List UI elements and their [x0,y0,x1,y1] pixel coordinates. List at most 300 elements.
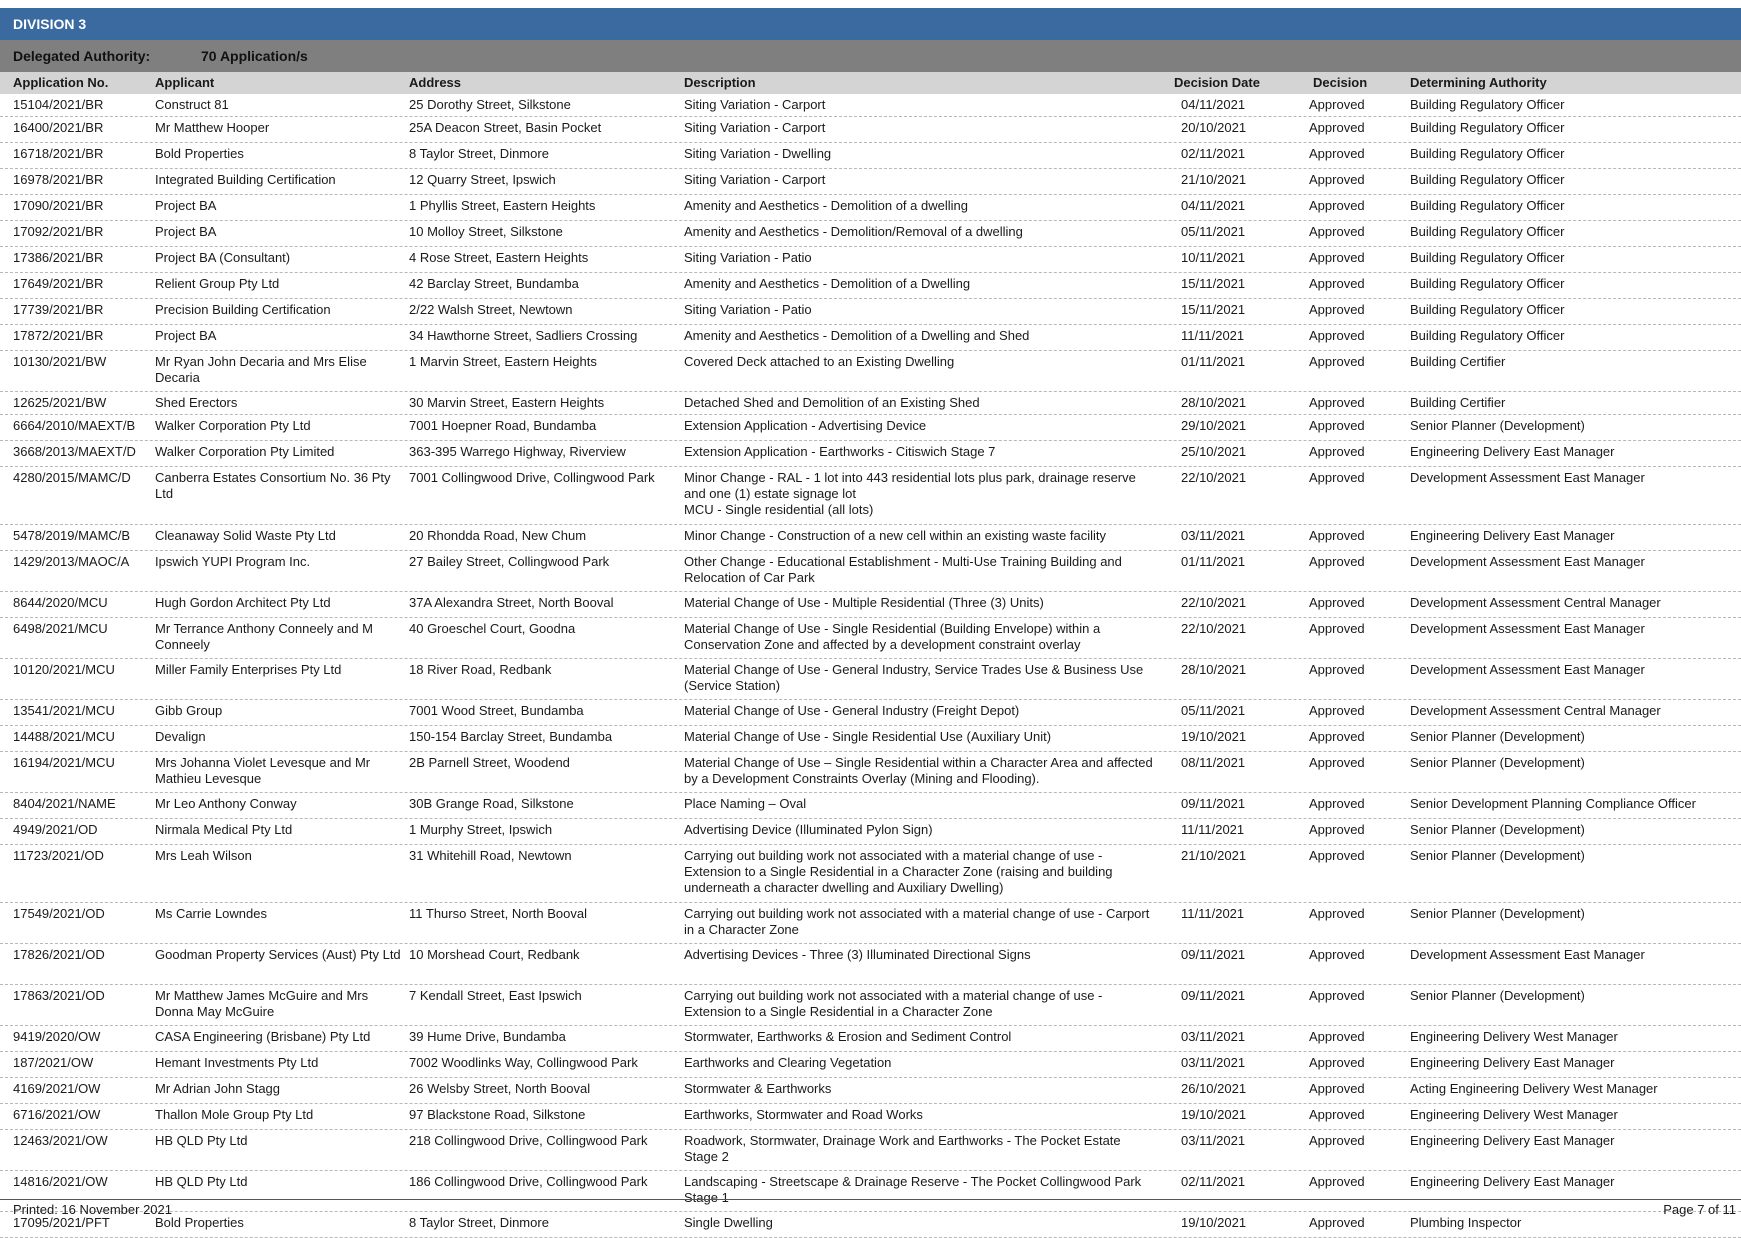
cell-decision: Approved [1309,418,1365,433]
cell-applicant: Bold Properties [155,146,244,161]
cell-description: Stormwater & Earthworks [684,1081,832,1096]
table-row [0,618,1741,659]
cell-decision-date: 04/11/2021 [1181,198,1246,213]
cell-decision-date: 19/10/2021 [1181,729,1247,744]
cell-applicant: Mr Ryan John Decaria and Mrs Elise Decaria [155,354,367,385]
cell-determining-authority: Senior Planner (Development) [1410,729,1585,744]
table-row [0,819,1741,845]
cell-decision: Approved [1309,146,1365,161]
cell-application-no: 5478/2019/MAMC/B [13,528,131,543]
cell-applicant: Mrs Leah Wilson [155,848,252,863]
cell-application-no: 17386/2021/BR [13,250,104,265]
cell-applicant: CASA Engineering (Brisbane) Pty Ltd [155,1029,371,1044]
cell-description: Siting Variation - Carport [684,97,826,112]
cell-application-no: 17095/2021/PFT [13,1215,110,1230]
cell-applicant: Canberra Estates Consortium No. 36 Pty Ltd [155,470,391,501]
cell-decision: Approved [1309,395,1365,410]
cell-determining-authority: Development Assessment East Manager [1410,621,1645,636]
cell-decision: Approved [1309,224,1365,239]
cell-application-no: 12463/2021/OW [13,1133,108,1148]
cell-address: 34 Hawthorne Street, Sadliers Crossing [409,328,638,343]
cell-applicant: Bold Properties [155,1215,244,1230]
cell-determining-authority: Engineering Delivery East Manager [1410,444,1615,459]
cell-address: 18 River Road, Redbank [409,662,552,677]
cell-applicant: Goodman Property Services (Aust) Pty Ltd [155,947,401,962]
table-row [0,944,1741,985]
authority-label: Delegated Authority: [13,48,151,64]
cell-application-no: 6716/2021/OW [13,1107,101,1122]
cell-description: Covered Deck attached to an Existing Dwelling [684,354,955,369]
cell-applicant: Project BA (Consultant) [155,250,291,265]
table-row [0,325,1741,351]
cell-application-no: 17649/2021/BR [13,276,104,291]
cell-decision-date: 03/11/2021 [1181,1055,1246,1070]
cell-address: 30 Marvin Street, Eastern Heights [409,395,605,410]
cell-decision: Approved [1309,729,1365,744]
table-row [0,793,1741,819]
cell-decision: Approved [1309,470,1365,485]
table-row [0,247,1741,273]
cell-applicant: Ms Carrie Lowndes [155,906,267,921]
cell-applicant: Nirmala Medical Pty Ltd [155,822,293,837]
cell-decision-date: 29/10/2021 [1181,418,1247,433]
cell-applicant: Devalign [155,729,206,744]
table-row [0,441,1741,467]
cell-determining-authority: Building Regulatory Officer [1410,250,1565,265]
cell-decision-date: 05/11/2021 [1181,703,1246,718]
cell-application-no: 9419/2020/OW [13,1029,101,1044]
cell-determining-authority: Building Regulatory Officer [1410,224,1565,239]
cell-determining-authority: Development Assessment East Manager [1410,554,1645,569]
cell-decision: Approved [1309,354,1365,369]
cell-address: 4 Rose Street, Eastern Heights [409,250,589,265]
cell-application-no: 4280/2015/MAMC/D [13,470,131,485]
cell-decision: Approved [1309,755,1365,770]
cell-description: Amenity and Aesthetics - Demolition/Removal of a dwelling [684,224,1023,239]
cell-decision: Approved [1309,796,1365,811]
cell-address: 7001 Wood Street, Bundamba [409,703,584,718]
cell-description: Carrying out building work not associated with a material change of use - Extension to a Single Residential in a Character Zone (raising and building underneath a character dwelling and Auxiliary Dwelling) [684,848,1113,895]
cell-address: 37A Alexandra Street, North Booval [409,595,614,610]
table-row [0,659,1741,700]
cell-application-no: 17739/2021/BR [13,302,104,317]
cell-applicant: Mr Leo Anthony Conway [155,796,297,811]
table-row [0,1026,1741,1052]
cell-decision: Approved [1309,703,1365,718]
table-row [0,221,1741,247]
cell-address: 12 Quarry Street, Ipswich [409,172,556,187]
cell-application-no: 11723/2021/OD [13,848,104,863]
cell-determining-authority: Engineering Delivery East Manager [1410,1174,1615,1189]
cell-application-no: 16194/2021/MCU [13,755,115,770]
cell-applicant: Mr Matthew Hooper [155,120,270,135]
cell-description: Earthworks, Stormwater and Road Works [684,1107,923,1122]
cell-application-no: 15104/2021/BR [13,97,104,112]
cell-determining-authority: Engineering Delivery East Manager [1410,1055,1615,1070]
cell-determining-authority: Building Certifier [1410,395,1506,410]
cell-decision-date: 10/11/2021 [1181,250,1246,265]
cell-determining-authority: Building Regulatory Officer [1410,146,1565,161]
table-row [0,169,1741,195]
cell-description: Material Change of Use - Single Residential (Building Envelope) within a Conservation Zone and affected by a development constraint overlay [684,621,1101,652]
cell-decision-date: 19/10/2021 [1181,1107,1247,1122]
cell-description: Extension Application - Advertising Device [684,418,927,433]
cell-decision: Approved [1309,1055,1365,1070]
cell-applicant: Shed Erectors [155,395,238,410]
cell-determining-authority: Engineering Delivery East Manager [1410,1133,1615,1148]
cell-description: Earthworks and Clearing Vegetation [684,1055,892,1070]
cell-applicant: Walker Corporation Pty Limited [155,444,335,459]
cell-description: Roadwork, Stormwater, Drainage Work and Earthworks - The Pocket Estate Stage 2 [684,1133,1121,1164]
cell-description: Extension Application - Earthworks - Citiswich Stage 7 [684,444,996,459]
cell-application-no: 6664/2010/MAEXT/B [13,418,136,433]
cell-application-no: 16978/2021/BR [13,172,104,187]
cell-description: Siting Variation - Dwelling [684,146,832,161]
table-row [0,845,1741,903]
cell-address: 30B Grange Road, Silkstone [409,796,574,811]
cell-decision: Approved [1309,1215,1365,1230]
cell-decision-date: 22/10/2021 [1181,621,1247,636]
cell-applicant: Miller Family Enterprises Pty Ltd [155,662,342,677]
cell-address: 7001 Collingwood Drive, Collingwood Park [409,470,655,485]
cell-application-no: 10120/2021/MCU [13,662,115,677]
cell-application-no: 8644/2020/MCU [13,595,108,610]
cell-applicant: Relient Group Pty Ltd [155,276,280,291]
cell-decision-date: 09/11/2021 [1181,947,1246,962]
cell-description: Minor Change - Construction of a new cell within an existing waste facility [684,528,1106,543]
cell-description: Single Dwelling [684,1215,773,1230]
cell-description: Place Naming – Oval [684,796,807,811]
cell-determining-authority: Engineering Delivery West Manager [1410,1107,1618,1122]
cell-application-no: 10130/2021/BW [13,354,107,369]
cell-address: 31 Whitehill Road, Newtown [409,848,572,863]
table-row [0,117,1741,143]
table-header [0,72,1741,94]
cell-decision-date: 28/10/2021 [1181,662,1247,677]
col-address: Address [409,75,462,90]
cell-decision-date: 03/11/2021 [1181,1133,1246,1148]
cell-determining-authority: Building Regulatory Officer [1410,97,1565,112]
cell-decision-date: 28/10/2021 [1181,395,1247,410]
cell-determining-authority: Building Regulatory Officer [1410,276,1565,291]
applications-table-body [0,94,1741,1238]
cell-determining-authority: Building Regulatory Officer [1410,198,1565,213]
cell-determining-authority: Building Certifier [1410,354,1506,369]
cell-decision-date: 22/10/2021 [1181,470,1247,485]
cell-description: Stormwater, Earthworks & Erosion and Sediment Control [684,1029,1012,1044]
cell-decision-date: 05/11/2021 [1181,224,1246,239]
cell-address: 7002 Woodlinks Way, Collingwood Park [409,1055,638,1070]
cell-address: 363-395 Warrego Highway, Riverview [409,444,626,459]
table-row [0,273,1741,299]
cell-address: 218 Collingwood Drive, Collingwood Park [409,1133,648,1148]
cell-decision-date: 21/10/2021 [1181,172,1247,187]
cell-application-no: 12625/2021/BW [13,395,107,410]
cell-description: Carrying out building work not associated with a material change of use - Carport in a Character Zone [684,906,1150,937]
cell-applicant: Construct 81 [155,97,229,112]
cell-address: 8 Taylor Street, Dinmore [409,146,549,161]
cell-determining-authority: Building Regulatory Officer [1410,328,1565,343]
cell-decision: Approved [1309,1029,1365,1044]
table-row [0,195,1741,221]
cell-decision: Approved [1309,988,1365,1003]
table-row [0,752,1741,793]
cell-applicant: Precision Building Certification [155,302,331,317]
cell-applicant: Hemant Investments Pty Ltd [155,1055,319,1070]
cell-application-no: 17863/2021/OD [13,988,105,1003]
cell-decision-date: 03/11/2021 [1181,1029,1246,1044]
cell-determining-authority: Senior Planner (Development) [1410,755,1585,770]
col-applicant: Applicant [155,75,215,90]
cell-applicant: Hugh Gordon Architect Pty Ltd [155,595,331,610]
page-number: Page 7 of 11 [1663,1202,1736,1217]
cell-decision: Approved [1309,906,1365,921]
cell-address: 10 Morshead Court, Redbank [409,947,580,962]
cell-decision-date: 11/11/2021 [1181,906,1245,921]
cell-decision-date: 02/11/2021 [1181,1174,1246,1189]
cell-description: Amenity and Aesthetics - Demolition of a Dwelling [684,276,971,291]
table-row [0,985,1741,1026]
table-row [0,467,1741,525]
cell-decision: Approved [1309,822,1365,837]
cell-application-no: 14816/2021/OW [13,1174,108,1189]
cell-description: Material Change of Use - Single Residential Use (Auxiliary Unit) [684,729,1052,744]
cell-description: Detached Shed and Demolition of an Existing Shed [684,395,980,410]
cell-determining-authority: Senior Development Planning Compliance Officer [1410,796,1696,811]
table-row [0,299,1741,325]
cell-applicant: Ipswich YUPI Program Inc. [155,554,311,569]
cell-decision: Approved [1309,172,1365,187]
cell-decision: Approved [1309,595,1365,610]
cell-determining-authority: Building Regulatory Officer [1410,120,1565,135]
cell-determining-authority: Engineering Delivery West Manager [1410,1029,1618,1044]
cell-description: Carrying out building work not associated with a material change of use - Extension to a Single Residential in a Character Zone [684,988,1103,1019]
cell-application-no: 1429/2013/MAOC/A [13,554,130,569]
cell-application-no: 4169/2021/OW [13,1081,101,1096]
cell-decision: Approved [1309,621,1365,636]
cell-determining-authority: Development Assessment East Manager [1410,662,1645,677]
report-page [0,8,1741,1238]
cell-address: 25 Dorothy Street, Silkstone [409,97,571,112]
cell-application-no: 14488/2021/MCU [13,729,115,744]
cell-application-no: 3668/2013/MAEXT/D [13,444,136,459]
cell-decision-date: 15/11/2021 [1181,276,1246,291]
col-decision-date: Decision Date [1174,75,1260,90]
table-row [0,415,1741,441]
cell-applicant: Gibb Group [155,703,223,718]
cell-determining-authority: Senior Planner (Development) [1410,848,1585,863]
cell-determining-authority: Plumbing Inspector [1410,1215,1522,1230]
table-row [0,94,1741,117]
cell-determining-authority: Development Assessment East Manager [1410,470,1645,485]
cell-decision: Approved [1309,444,1365,459]
cell-decision: Approved [1309,848,1365,863]
cell-decision-date: 01/11/2021 [1181,354,1246,369]
cell-address: 97 Blackstone Road, Silkstone [409,1107,586,1122]
cell-address: 20 Rhondda Road, New Chum [409,528,587,543]
table-row [0,592,1741,618]
cell-description: Siting Variation - Patio [684,250,812,265]
cell-applicant: Integrated Building Certification [155,172,336,187]
cell-description: Amenity and Aesthetics - Demolition of a Dwelling and Shed [684,328,1030,343]
cell-application-no: 17090/2021/BR [13,198,104,213]
cell-decision: Approved [1309,528,1365,543]
cell-decision-date: 20/10/2021 [1181,120,1247,135]
cell-applicant: Thallon Mole Group Pty Ltd [155,1107,314,1122]
table-row [0,1052,1741,1078]
cell-address: 1 Murphy Street, Ipswich [409,822,553,837]
cell-address: 26 Welsby Street, North Booval [409,1081,591,1096]
table-row [0,700,1741,726]
cell-application-no: 16400/2021/BR [13,120,104,135]
division-header: DIVISION 3 [0,8,1741,40]
cell-decision: Approved [1309,554,1365,569]
cell-address: 8 Taylor Street, Dinmore [409,1215,549,1230]
cell-address: 2B Parnell Street, Woodend [409,755,570,770]
cell-applicant: HB QLD Pty Ltd [155,1133,248,1148]
cell-decision: Approved [1309,947,1365,962]
cell-determining-authority: Senior Planner (Development) [1410,418,1585,433]
cell-description: Material Change of Use - General Industry (Freight Depot) [684,703,1020,718]
page-footer [0,1199,1741,1220]
cell-decision: Approved [1309,1174,1365,1189]
cell-application-no: 17826/2021/OD [13,947,105,962]
cell-applicant: Mr Matthew James McGuire and Mrs Donna May McGuire [155,988,369,1019]
cell-description: Siting Variation - Patio [684,302,812,317]
cell-decision: Approved [1309,1133,1365,1148]
cell-decision-date: 09/11/2021 [1181,988,1246,1003]
cell-address: 7001 Hoepner Road, Bundamba [409,418,597,433]
cell-decision-date: 09/11/2021 [1181,796,1246,811]
table-row [0,525,1741,551]
cell-description: Advertising Devices - Three (3) Illuminated Directional Signs [684,947,1031,962]
cell-determining-authority: Building Regulatory Officer [1410,302,1565,317]
cell-description: Other Change - Educational Establishment - Multi-Use Training Building and Relocation of Car Park [684,554,1122,585]
cell-decision-date: 22/10/2021 [1181,595,1247,610]
cell-description: Material Change of Use – Single Residential within a Character Area and affected by a Development Constraints Overlay (Mining and Flooding). [684,755,1153,786]
cell-address: 7 Kendall Street, East Ipswich [409,988,582,1003]
col-decision: Decision [1313,75,1368,90]
cell-address: 39 Hume Drive, Bundamba [409,1029,566,1044]
cell-decision: Approved [1309,276,1365,291]
cell-decision: Approved [1309,328,1365,343]
cell-decision-date: 04/11/2021 [1181,97,1246,112]
cell-decision: Approved [1309,662,1365,677]
cell-decision: Approved [1309,198,1365,213]
table-row [0,1104,1741,1130]
cell-determining-authority: Building Regulatory Officer [1410,172,1565,187]
cell-description: Siting Variation - Carport [684,172,826,187]
col-description: Description [684,75,756,90]
table-row [0,392,1741,415]
cell-description: Material Change of Use - Multiple Residential (Three (3) Units) [684,595,1044,610]
cell-decision-date: 11/11/2021 [1181,822,1245,837]
cell-application-no: 17549/2021/OD [13,906,105,921]
cell-address: 1 Marvin Street, Eastern Heights [409,354,597,369]
col-application-no: Application No. [13,75,109,90]
cell-decision: Approved [1309,1107,1365,1122]
cell-address: 150-154 Barclay Street, Bundamba [409,729,613,744]
cell-applicant: HB QLD Pty Ltd [155,1174,248,1189]
cell-decision: Approved [1309,1081,1365,1096]
table-row [0,551,1741,592]
cell-applicant: Mr Adrian John Stagg [155,1081,281,1096]
cell-application-no: 4949/2021/OD [13,822,98,837]
printed-date: Printed: 16 November 2021 [13,1202,172,1217]
cell-applicant: Project BA [155,198,217,213]
table-row [0,143,1741,169]
cell-applicant: Project BA [155,328,217,343]
cell-description: Material Change of Use - General Industry, Service Trades Use & Business Use (Service Station) [684,662,1144,693]
cell-address: 11 Thurso Street, North Booval [409,906,588,921]
cell-address: 10 Molloy Street, Silkstone [409,224,563,239]
table-row [0,726,1741,752]
table-row [0,1078,1741,1104]
cell-address: 40 Groeschel Court, Goodna [409,621,576,636]
cell-decision-date: 08/11/2021 [1181,755,1246,770]
cell-applicant: Mr Terrance Anthony Conneely and M Conneely [155,621,373,652]
cell-applicant: Walker Corporation Pty Ltd [155,418,311,433]
cell-application-no: 17872/2021/BR [13,328,104,343]
cell-application-no: 13541/2021/MCU [13,703,115,718]
table-row [0,1130,1741,1171]
cell-decision-date: 21/10/2021 [1181,848,1247,863]
cell-address: 186 Collingwood Drive, Collingwood Park [409,1174,648,1189]
cell-application-no: 8404/2021/NAME [13,796,116,811]
cell-description: Amenity and Aesthetics - Demolition of a dwelling [684,198,968,213]
table-row [0,351,1741,392]
cell-decision-date: 25/10/2021 [1181,444,1247,459]
cell-application-no: 6498/2021/MCU [13,621,108,636]
cell-decision-date: 03/11/2021 [1181,528,1246,543]
application-count: 70 Application/s [201,48,308,64]
cell-determining-authority: Engineering Delivery East Manager [1410,528,1615,543]
cell-description: Siting Variation - Carport [684,120,826,135]
cell-address: 27 Bailey Street, Collingwood Park [409,554,610,569]
cell-decision-date: 02/11/2021 [1181,146,1246,161]
cell-determining-authority: Development Assessment Central Manager [1410,703,1661,718]
delegated-authority-bar [0,40,1741,72]
table-row [0,903,1741,944]
cell-address: 25A Deacon Street, Basin Pocket [409,120,602,135]
cell-decision: Approved [1309,302,1365,317]
cell-determining-authority: Senior Planner (Development) [1410,822,1585,837]
cell-description: Advertising Device (Illuminated Pylon Sign) [684,822,933,837]
cell-description: Landscaping - Streetscape & Drainage Reserve - The Pocket Collingwood Park Stage 1 [684,1174,1142,1205]
cell-determining-authority: Development Assessment East Manager [1410,947,1645,962]
cell-applicant: Mrs Johanna Violet Levesque and Mr Mathieu Levesque [155,755,371,786]
cell-decision: Approved [1309,97,1365,112]
cell-applicant: Cleanaway Solid Waste Pty Ltd [155,528,336,543]
cell-applicant: Project BA [155,224,217,239]
cell-determining-authority: Senior Planner (Development) [1410,906,1585,921]
cell-application-no: 17092/2021/BR [13,224,104,239]
cell-decision: Approved [1309,120,1365,135]
cell-address: 1 Phyllis Street, Eastern Heights [409,198,596,213]
cell-application-no: 187/2021/OW [13,1055,94,1070]
cell-decision: Approved [1309,250,1365,265]
cell-determining-authority: Development Assessment Central Manager [1410,595,1661,610]
cell-application-no: 16718/2021/BR [13,146,104,161]
cell-determining-authority: Acting Engineering Delivery West Manager [1410,1081,1658,1096]
cell-decision-date: 15/11/2021 [1181,302,1246,317]
cell-decision-date: 01/11/2021 [1181,554,1246,569]
cell-decision-date: 11/11/2021 [1181,328,1245,343]
col-determining-authority: Determining Authority [1410,75,1547,90]
cell-description: Minor Change - RAL - 1 lot into 443 residential lots plus park, drainage reserve and one (1) estate signage lot MCU - Single residential (all lots) [684,470,1136,517]
cell-address: 42 Barclay Street, Bundamba [409,276,579,291]
cell-decision-date: 19/10/2021 [1181,1215,1247,1230]
